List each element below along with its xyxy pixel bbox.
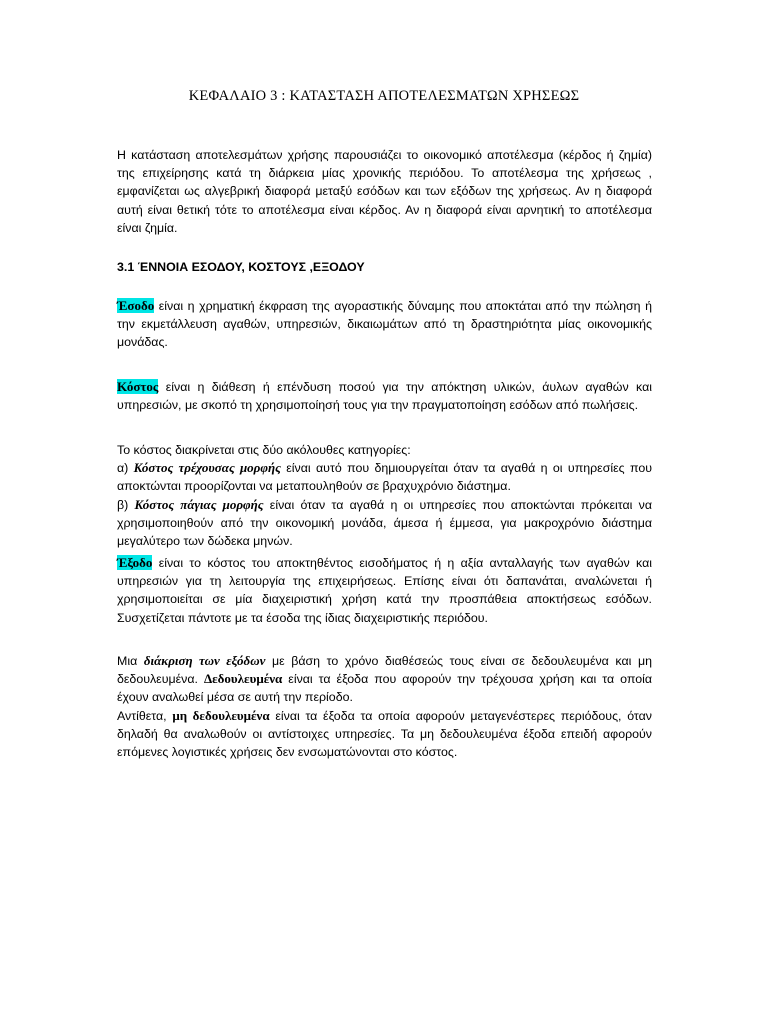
diakrisi-p2-term: μη δεδουλευμένα <box>172 707 270 723</box>
esodo-term: Έσοδο <box>117 298 155 313</box>
diakrisi-paragraph-1 <box>117 652 652 707</box>
diakrisi-p1-mid: με βάση το χρόνο διαθέσεώς τους είναι σε δεδουλευμένα και μη δεδουλευμένα. <box>117 654 653 687</box>
diakrisi-p2-pre: Αντίθετα, <box>117 708 173 723</box>
diakrisi-p1-term2: Δεδουλευμένα <box>203 671 283 687</box>
category-a-prefix: α) <box>117 461 134 476</box>
diakrisi-p1-pre: Μια <box>117 654 144 668</box>
esodo-paragraph <box>117 297 652 352</box>
diakrisi-p1-term: διάκριση των εξόδων <box>143 653 266 668</box>
exodo-definition: είναι το κόστος του αποκτηθέντος εισοδήματος ή η αξία ανταλλαγής των αγαθών και υπηρεσιών για τη λειτουργία της επιχειρήσεως. Επίσης είναι ότι δαπανάται, αναλώνεται ή χρησιμοποιείται σε μία διαχειριστική χρήση κατά την προσπάθεια αποκτήσεως εσόδων. Συσχετίζεται πάντοτε με τα έσοδα της ίδιας διαχειριστικής περιόδου. <box>117 556 652 625</box>
cost-categories <box>117 441 652 550</box>
section-heading: 3.1 ΈΝΝΟΙΑ ΕΣΟΔΟΥ, ΚΟΣΤΟΥΣ ,ΕΞΟΔΟΥ <box>117 260 365 274</box>
diakrisi-p1-post: είναι τα έξοδα που αφορούν την τρέχουσα χρήση και τα οποία έχουν αναλωθεί μέσα σε αυτή την περίοδο. <box>117 672 652 705</box>
category-b-prefix: β) <box>117 497 135 512</box>
intro-paragraph: Η κατάσταση αποτελεσμάτων χρήσης παρουσιάζει το οικονομικό αποτέλεσμα (κέρδος ή ζημία) της επιχείρησης κατά τη διάρκεια μίας χρονικής περιόδου. Το αποτέλεσμα της χρήσεως , εμφανίζεται ως αλγεβρική διαφορά μεταξύ εσόδων και των εξόδων της χρήσεως. Αν η διαφορά αυτή είναι θετική τότε το αποτέλεσμα είναι κέρδος. Αν η διαφορά είναι αρνητική το αποτέλεσμα είναι ζημία. <box>117 148 652 235</box>
diakrisi-p2-post: είναι τα έξοδα τα οποία αφορούν μεταγενέστερες περιόδους, όταν δηλαδή θα αναλωθούν οι αντίστοιχες υπηρεσίες. Τα μη δεδουλευμένα έξοδα επειδή αφορούν επόμενες λογιστικές χρήσεις δεν ενσωματώνονται στο κόστος. <box>117 708 652 760</box>
chapter-title: ΚΕΦΑΛΑΙΟ 3 : ΚΑΤΑΣΤΑΣΗ ΑΠΟΤΕΛΕΣΜΑΤΩΝ ΧΡΗΣΕΩΣ <box>188 88 580 104</box>
category-a-term: Κόστος τρέχουσας μορφής <box>133 460 281 476</box>
exodo-paragraph <box>117 554 652 627</box>
category-a-text: είναι αυτό που δημιουργείται όταν τα αγαθά η οι υπηρεσίες που αποκτώνται προορίζονται να μεταπουληθούν σε βραχυχρόνιο διάστημα. <box>117 461 652 494</box>
exodo-term: Έξοδο <box>117 555 153 570</box>
category-b-term: Κόστος πάγιας μορφής <box>134 496 264 512</box>
category-b-text: είναι όταν τα αγαθά η οι υπηρεσίες που αποκτώνται πρόκειται να χρησιμοποιηθούν από την οικονομική μονάδα, άμεσα ή έμμεσα, για μακροχρόνιο διάστημα μεγαλύτερο των δώδεκα μηνών. <box>117 497 653 549</box>
category-b <box>117 496 652 551</box>
diakrisi-paragraph-2 <box>117 707 652 762</box>
diakrisi-section <box>117 652 652 761</box>
kostos-term: Κόστος <box>117 379 159 394</box>
kostos-paragraph <box>117 378 652 414</box>
kostos-definition: είναι η διάθεση ή επένδυση ποσού για την απόκτηση υλικών, άυλων αγαθών και υπηρεσιών, με σκοπό τη χρησιμοποίησή τους για την πραγματοποίηση εσόδων από πωλήσεις. <box>117 380 652 413</box>
esodo-definition: είναι η χρηματική έκφραση της αγοραστικής δύναμης που αποκτάται από την πώληση ή την εκμετάλλευση αγαθών, υπηρεσιών, δικαιωμάτων από τη δραστηριότητα μίας οικονομικής μονάδας. <box>117 299 652 350</box>
categories-intro: Το κόστος διακρίνεται στις δύο ακόλουθες κατηγορίες: <box>117 443 411 457</box>
category-a <box>117 459 652 495</box>
